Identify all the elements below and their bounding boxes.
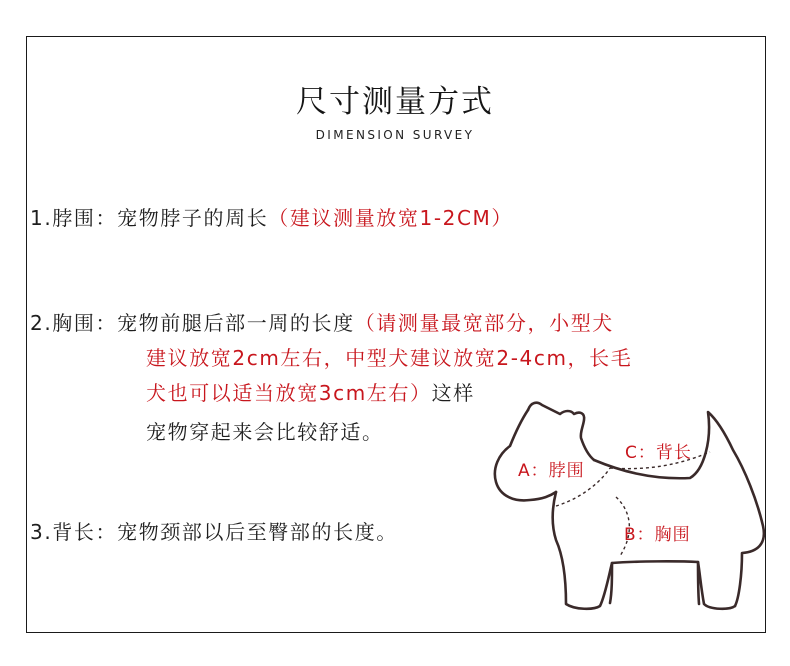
item-chest-label: 2.胸围： xyxy=(30,311,118,335)
diagram-label-chest: B：胸围 xyxy=(624,525,691,545)
item-neck-label: 1.脖围： xyxy=(30,206,118,230)
page-title: 尺寸测量方式 xyxy=(296,84,494,120)
item-chest-note-1: （请测量最宽部分，小型犬 xyxy=(354,311,614,335)
item-neck-desc: 宠物脖子的周长 xyxy=(117,206,269,230)
item-chest-note-3: 犬也可以适当放宽3cm左右） xyxy=(146,381,432,405)
item-chest-desc: 宠物前腿后部一周的长度 xyxy=(117,311,355,335)
item-chest-note-2: 建议放宽2cm左右，中型犬建议放宽2-4cm，长毛 xyxy=(146,346,633,370)
item-chest-desc-4: 宠物穿起来会比较舒适。 xyxy=(146,420,384,444)
item-neck-note: （建议测量放宽1-2CM） xyxy=(268,206,513,230)
item-chest-desc-tail: 这样 xyxy=(431,381,475,405)
item-back-label: 3.背长： xyxy=(30,520,118,544)
diagram-label-neck: A：脖围 xyxy=(518,461,585,481)
item-back-desc: 宠物颈部以后至臀部的长度。 xyxy=(117,520,398,544)
diagram-label-back: C：背长 xyxy=(625,443,692,463)
page-subtitle: DIMENSION SURVEY xyxy=(315,128,475,142)
dog-outline-icon xyxy=(495,403,764,609)
